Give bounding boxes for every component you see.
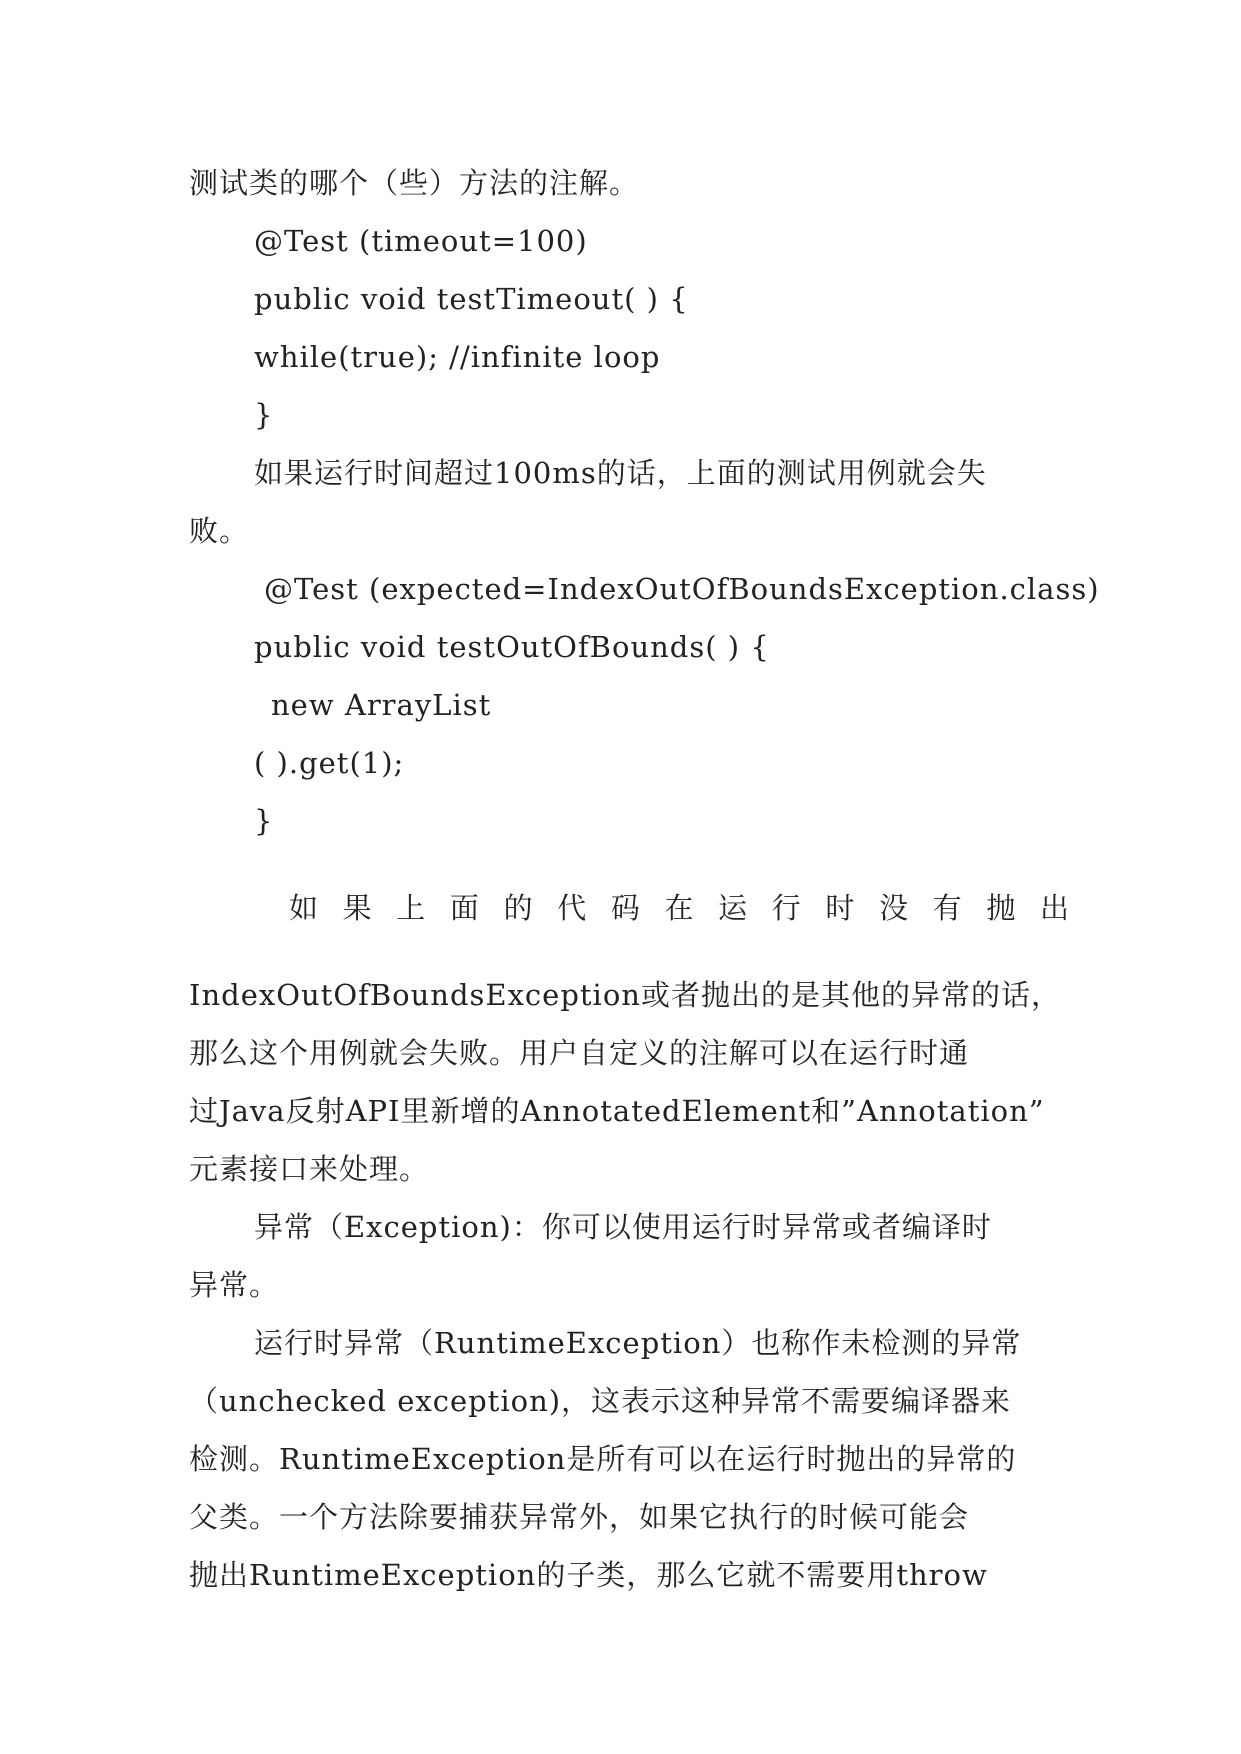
code-line: new ArrayList [271,688,492,722]
text-line: 那么这个用例就会失败。用户自定义的注解可以在运行时通 [189,1036,970,1070]
code-line: @Test (expected=IndexOutOfBoundsException.class) [264,572,1100,606]
code-line: } [254,804,274,838]
code-line: public void testTimeout( ) { [254,282,689,316]
text-line: （unchecked exception)，这表示这种异常不需要编译器来 [189,1384,1012,1418]
code-line: public void testOutOfBounds( ) { [254,630,770,664]
code-line: ( ).get(1); [254,746,405,780]
document-body [189,154,1100,1604]
text-line: 抛出RuntimeException的子类，那么它就不需要用throw [189,1558,988,1592]
text-line: 元素接口来处理。 [189,1152,430,1186]
text-line: 败。 [189,514,250,548]
text-line: 异常（Exception)：你可以使用运行时异常或者编译时 [254,1210,992,1244]
text-line: 父类。一个方法除要捕获异常外，如果它执行的时候可能会 [189,1500,970,1534]
text-line: 如果运行时间超过100ms的话，上面的测试用例就会失 [254,456,987,490]
text-line: 测试类的哪个（些）方法的注解。 [189,166,640,200]
code-line: } [254,398,274,432]
text-line: 检测。RuntimeException是所有可以在运行时抛出的异常的 [189,1442,1017,1476]
text-line: 如 果 上 面 的 代 码 在 运 行 时 没 有 抛 出 [289,891,1069,925]
text-line: IndexOutOfBoundsException或者抛出的是其他的异常的话， [189,978,1061,1012]
code-line: while(true); //infinite loop [254,340,661,374]
text-line: 过Java反射API里新增的AnnotatedElement和”Annotation” [189,1094,1045,1128]
text-line: 运行时异常（RuntimeException）也称作未检测的异常 [254,1326,1022,1360]
code-line: @Test (timeout=100) [254,224,588,258]
text-line: 异常。 [189,1268,280,1302]
